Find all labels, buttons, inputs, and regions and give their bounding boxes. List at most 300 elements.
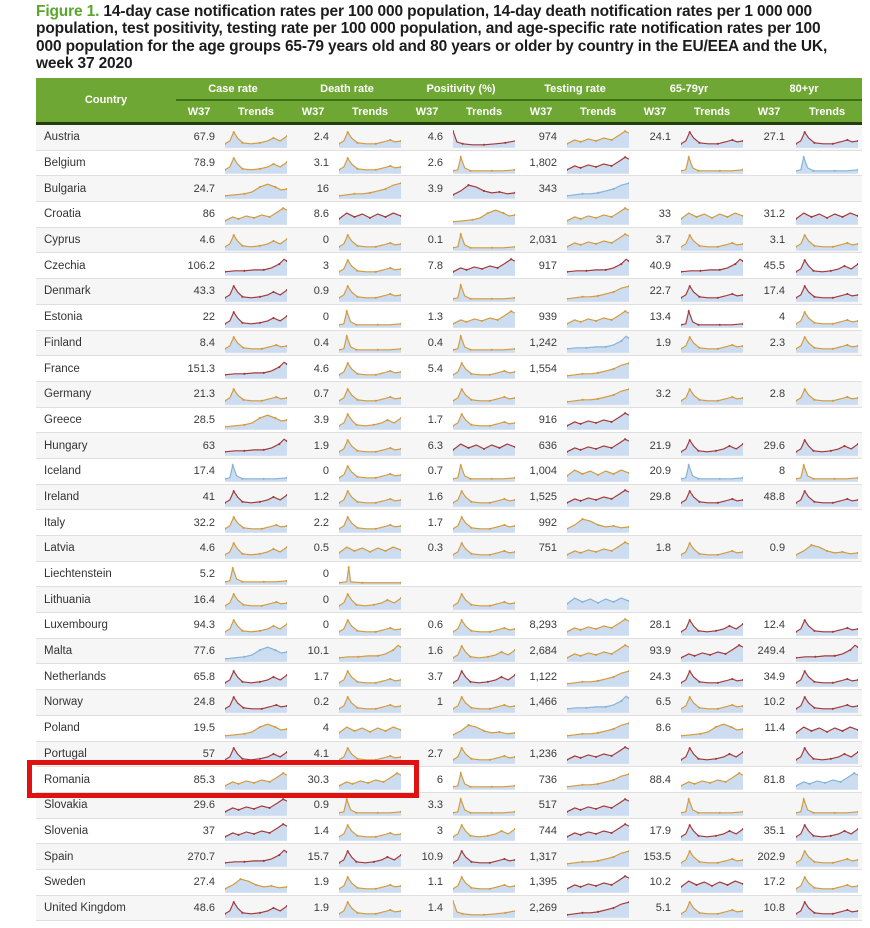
w37-value-cell: 1.9 bbox=[290, 869, 336, 895]
trend-cell bbox=[678, 690, 746, 716]
table-row bbox=[36, 741, 862, 767]
trend-sparkline bbox=[567, 539, 629, 559]
trend-sparkline bbox=[567, 821, 629, 841]
w37-value-cell: 1.6 bbox=[404, 638, 450, 664]
trend-sparkline bbox=[796, 770, 858, 790]
w37-value-cell: 3.3 bbox=[404, 792, 450, 818]
trend-cell bbox=[564, 741, 632, 767]
trend-sparkline bbox=[453, 308, 515, 328]
w37-value-cell: 1.6 bbox=[404, 484, 450, 510]
table-row bbox=[36, 638, 862, 664]
country-cell: Norway bbox=[36, 690, 176, 716]
trend-cell bbox=[450, 715, 518, 741]
trend-sparkline bbox=[339, 770, 401, 790]
trend-cell bbox=[792, 253, 862, 279]
w37-value-cell: 7.8 bbox=[404, 253, 450, 279]
subheader-trends: Trends bbox=[792, 100, 862, 124]
w37-value-cell bbox=[404, 561, 450, 587]
trend-sparkline bbox=[796, 642, 858, 662]
w37-value-cell: 16.4 bbox=[176, 587, 222, 613]
trend-cell bbox=[222, 792, 290, 818]
trend-cell bbox=[792, 124, 862, 151]
trend-sparkline bbox=[453, 436, 515, 456]
trend-sparkline bbox=[567, 719, 629, 739]
trend-sparkline bbox=[453, 796, 515, 816]
w37-value-cell: 1,525 bbox=[518, 484, 564, 510]
trend-cell bbox=[222, 356, 290, 382]
trend-sparkline bbox=[567, 462, 629, 482]
trend-sparkline bbox=[225, 359, 287, 379]
trend-cell bbox=[564, 510, 632, 536]
w37-value-cell: 29.6 bbox=[176, 792, 222, 818]
country-cell: Slovakia bbox=[36, 792, 176, 818]
trend-sparkline bbox=[681, 667, 743, 687]
country-cell: United Kingdom bbox=[36, 895, 176, 921]
country-cell: Romania bbox=[36, 767, 176, 793]
w37-value-cell: 0 bbox=[290, 587, 336, 613]
trend-sparkline bbox=[796, 616, 858, 636]
trend-sparkline bbox=[225, 205, 287, 225]
w37-value-cell: 3 bbox=[290, 253, 336, 279]
w37-value-cell bbox=[404, 202, 450, 228]
trend-sparkline bbox=[567, 898, 629, 918]
w37-value-cell: 88.4 bbox=[632, 767, 678, 793]
trend-sparkline bbox=[681, 719, 743, 739]
w37-value-cell: 0.3 bbox=[404, 536, 450, 562]
trend-cell bbox=[678, 715, 746, 741]
trend-sparkline bbox=[453, 359, 515, 379]
trend-sparkline bbox=[796, 333, 858, 353]
trend-sparkline bbox=[453, 642, 515, 662]
trend-cell bbox=[336, 124, 404, 151]
trend-sparkline bbox=[339, 333, 401, 353]
trend-cell bbox=[336, 869, 404, 895]
trend-cell bbox=[564, 664, 632, 690]
trend-sparkline bbox=[681, 539, 743, 559]
w37-value-cell: 10.8 bbox=[746, 895, 792, 921]
w37-value-cell: 8 bbox=[746, 458, 792, 484]
w37-value-cell: 106.2 bbox=[176, 253, 222, 279]
trend-sparkline bbox=[796, 693, 858, 713]
trend-sparkline bbox=[453, 179, 515, 199]
w37-value-cell: 48.6 bbox=[176, 895, 222, 921]
trend-cell bbox=[792, 330, 862, 356]
country-cell: Iceland bbox=[36, 458, 176, 484]
trend-sparkline bbox=[796, 436, 858, 456]
w37-value-cell: 8.6 bbox=[290, 202, 336, 228]
notification-rates-table bbox=[36, 78, 862, 921]
w37-value-cell: 27.1 bbox=[746, 124, 792, 151]
trend-cell bbox=[450, 895, 518, 921]
trend-cell bbox=[792, 741, 862, 767]
subheader-w37: W37 bbox=[176, 100, 222, 124]
w37-value-cell: 153.5 bbox=[632, 844, 678, 870]
trend-sparkline bbox=[567, 256, 629, 276]
trend-sparkline bbox=[339, 667, 401, 687]
trend-cell bbox=[564, 381, 632, 407]
w37-value-cell: 13.4 bbox=[632, 304, 678, 330]
table-header bbox=[36, 78, 862, 124]
column-group-case-rate: Case rate bbox=[176, 78, 290, 100]
w37-value-cell: 1 bbox=[404, 690, 450, 716]
trend-sparkline bbox=[225, 333, 287, 353]
trend-cell bbox=[336, 202, 404, 228]
w37-value-cell: 33 bbox=[632, 202, 678, 228]
trend-cell bbox=[678, 587, 746, 613]
trend-cell bbox=[222, 715, 290, 741]
trend-sparkline bbox=[567, 231, 629, 251]
figure-title-text: 14-day case notification rates per 100 000 population, 14-day death notification rates per 1 000 000 population, test positivity, testing rate per 100 000 population, and age-specific rate notification rates per 100 000 population for the age groups 65-79 years old and 80 years or older by country in the EU/EEA and the UK, week 37 2020 bbox=[36, 3, 828, 72]
table-row bbox=[36, 715, 862, 741]
w37-value-cell: 151.3 bbox=[176, 356, 222, 382]
trend-cell bbox=[564, 407, 632, 433]
trend-sparkline bbox=[225, 744, 287, 764]
w37-value-cell: 1.3 bbox=[404, 304, 450, 330]
table-row bbox=[36, 407, 862, 433]
w37-value-cell: 0.1 bbox=[404, 227, 450, 253]
trend-cell bbox=[792, 844, 862, 870]
trend-cell bbox=[564, 330, 632, 356]
w37-value-cell: 1.8 bbox=[632, 536, 678, 562]
trend-sparkline bbox=[225, 847, 287, 867]
w37-value-cell: 249.4 bbox=[746, 638, 792, 664]
w37-value-cell: 3.7 bbox=[632, 227, 678, 253]
trend-cell bbox=[792, 304, 862, 330]
trend-sparkline bbox=[567, 385, 629, 405]
trend-cell bbox=[450, 613, 518, 639]
trend-cell bbox=[564, 638, 632, 664]
w37-value-cell bbox=[518, 279, 564, 305]
w37-value-cell: 1.9 bbox=[632, 330, 678, 356]
trend-sparkline bbox=[681, 642, 743, 662]
w37-value-cell: 94.3 bbox=[176, 613, 222, 639]
trend-sparkline bbox=[225, 616, 287, 636]
w37-value-cell: 4.6 bbox=[176, 536, 222, 562]
trend-cell bbox=[336, 638, 404, 664]
trend-cell bbox=[792, 561, 862, 587]
trend-cell bbox=[792, 227, 862, 253]
w37-value-cell: 8,293 bbox=[518, 613, 564, 639]
w37-value-cell: 2.2 bbox=[290, 510, 336, 536]
trend-cell bbox=[678, 844, 746, 870]
trend-cell bbox=[564, 818, 632, 844]
w37-value-cell: 1,122 bbox=[518, 664, 564, 690]
trend-cell bbox=[450, 741, 518, 767]
trend-sparkline bbox=[567, 770, 629, 790]
w37-value-cell: 27.4 bbox=[176, 869, 222, 895]
w37-value-cell: 6 bbox=[404, 767, 450, 793]
w37-value-cell bbox=[746, 792, 792, 818]
trend-cell bbox=[564, 587, 632, 613]
w37-value-cell: 4 bbox=[746, 304, 792, 330]
w37-value-cell: 1,242 bbox=[518, 330, 564, 356]
w37-value-cell: 6.5 bbox=[632, 690, 678, 716]
trend-sparkline bbox=[339, 205, 401, 225]
trend-sparkline bbox=[681, 231, 743, 251]
trend-sparkline bbox=[339, 565, 401, 585]
trend-cell bbox=[792, 613, 862, 639]
w37-value-cell: 1.7 bbox=[404, 510, 450, 536]
trend-sparkline bbox=[796, 898, 858, 918]
trend-cell bbox=[678, 433, 746, 459]
subheader-w37: W37 bbox=[290, 100, 336, 124]
trend-cell bbox=[564, 844, 632, 870]
trend-cell bbox=[678, 150, 746, 176]
trend-cell bbox=[678, 664, 746, 690]
table-row bbox=[36, 124, 862, 151]
trend-cell bbox=[792, 664, 862, 690]
w37-value-cell bbox=[746, 587, 792, 613]
trend-cell bbox=[336, 895, 404, 921]
trend-cell bbox=[222, 510, 290, 536]
trend-sparkline bbox=[453, 128, 515, 148]
w37-value-cell: 0 bbox=[290, 613, 336, 639]
w37-value-cell: 12.4 bbox=[746, 613, 792, 639]
w37-value-cell: 1.4 bbox=[404, 895, 450, 921]
trend-sparkline bbox=[339, 179, 401, 199]
w37-value-cell: 8.4 bbox=[176, 330, 222, 356]
trend-cell bbox=[564, 536, 632, 562]
w37-value-cell: 202.9 bbox=[746, 844, 792, 870]
trend-sparkline bbox=[681, 462, 743, 482]
table-row bbox=[36, 587, 862, 613]
column-group-65-79yr: 65-79yr bbox=[632, 78, 746, 100]
w37-value-cell: 81.8 bbox=[746, 767, 792, 793]
trend-sparkline bbox=[796, 873, 858, 893]
trend-cell bbox=[336, 304, 404, 330]
trend-sparkline bbox=[339, 128, 401, 148]
trend-cell bbox=[450, 561, 518, 587]
trend-cell bbox=[450, 381, 518, 407]
trend-sparkline bbox=[453, 770, 515, 790]
trend-sparkline bbox=[453, 282, 515, 302]
trend-cell bbox=[450, 279, 518, 305]
w37-value-cell: 19.5 bbox=[176, 715, 222, 741]
trend-cell bbox=[450, 304, 518, 330]
trend-sparkline bbox=[225, 590, 287, 610]
trend-cell bbox=[678, 869, 746, 895]
w37-value-cell: 1,004 bbox=[518, 458, 564, 484]
trend-cell bbox=[564, 433, 632, 459]
trend-cell bbox=[450, 664, 518, 690]
trend-sparkline bbox=[225, 308, 287, 328]
trend-cell bbox=[678, 536, 746, 562]
w37-value-cell: 1,466 bbox=[518, 690, 564, 716]
trend-sparkline bbox=[339, 410, 401, 430]
w37-value-cell: 1.9 bbox=[290, 895, 336, 921]
w37-value-cell: 636 bbox=[518, 433, 564, 459]
w37-value-cell: 1,395 bbox=[518, 869, 564, 895]
w37-value-cell: 270.7 bbox=[176, 844, 222, 870]
trend-cell bbox=[222, 664, 290, 690]
trend-cell bbox=[678, 741, 746, 767]
trend-cell bbox=[336, 356, 404, 382]
trend-cell bbox=[792, 407, 862, 433]
trend-cell bbox=[678, 407, 746, 433]
w37-value-cell: 35.1 bbox=[746, 818, 792, 844]
w37-value-cell: 3.7 bbox=[404, 664, 450, 690]
trend-sparkline bbox=[681, 308, 743, 328]
trend-cell bbox=[564, 792, 632, 818]
w37-value-cell: 343 bbox=[518, 176, 564, 202]
trend-sparkline bbox=[567, 436, 629, 456]
trend-sparkline bbox=[796, 308, 858, 328]
trend-cell bbox=[678, 484, 746, 510]
w37-value-cell bbox=[518, 381, 564, 407]
trend-cell bbox=[792, 869, 862, 895]
w37-value-cell bbox=[404, 279, 450, 305]
country-cell: Estonia bbox=[36, 304, 176, 330]
trend-cell bbox=[450, 767, 518, 793]
trend-sparkline bbox=[681, 821, 743, 841]
table-row bbox=[36, 304, 862, 330]
trend-sparkline bbox=[225, 231, 287, 251]
country-cell: Liechtenstein bbox=[36, 561, 176, 587]
trend-cell bbox=[564, 484, 632, 510]
trend-cell bbox=[792, 176, 862, 202]
w37-value-cell: 0.6 bbox=[404, 613, 450, 639]
trend-sparkline bbox=[225, 719, 287, 739]
trend-sparkline bbox=[796, 231, 858, 251]
trend-sparkline bbox=[453, 513, 515, 533]
country-cell: Czechia bbox=[36, 253, 176, 279]
trend-cell bbox=[336, 279, 404, 305]
trend-cell bbox=[450, 356, 518, 382]
trend-cell bbox=[564, 356, 632, 382]
subheader-trends: Trends bbox=[450, 100, 518, 124]
column-group-death-rate: Death rate bbox=[290, 78, 404, 100]
trend-cell bbox=[678, 613, 746, 639]
table-row bbox=[36, 279, 862, 305]
trend-sparkline bbox=[567, 847, 629, 867]
trend-sparkline bbox=[225, 256, 287, 276]
table-row bbox=[36, 792, 862, 818]
w37-value-cell: 0.7 bbox=[290, 381, 336, 407]
trend-sparkline bbox=[567, 282, 629, 302]
trend-cell bbox=[222, 741, 290, 767]
w37-value-cell bbox=[746, 407, 792, 433]
trend-cell bbox=[450, 227, 518, 253]
w37-value-cell: 24.1 bbox=[632, 124, 678, 151]
trend-cell bbox=[678, 202, 746, 228]
trend-cell bbox=[336, 792, 404, 818]
trend-cell bbox=[222, 638, 290, 664]
w37-value-cell: 32.2 bbox=[176, 510, 222, 536]
w37-value-cell: 1,554 bbox=[518, 356, 564, 382]
trend-sparkline bbox=[681, 436, 743, 456]
trend-sparkline bbox=[225, 436, 287, 456]
trend-sparkline bbox=[453, 847, 515, 867]
w37-value-cell: 65.8 bbox=[176, 664, 222, 690]
w37-value-cell: 21.9 bbox=[632, 433, 678, 459]
table-row bbox=[36, 227, 862, 253]
w37-value-cell: 3.2 bbox=[632, 381, 678, 407]
country-cell: Luxembourg bbox=[36, 613, 176, 639]
w37-value-cell bbox=[632, 741, 678, 767]
trend-cell bbox=[564, 124, 632, 151]
w37-value-cell: 28.1 bbox=[632, 613, 678, 639]
trend-sparkline bbox=[339, 590, 401, 610]
trend-sparkline bbox=[453, 539, 515, 559]
trend-cell bbox=[336, 613, 404, 639]
trend-cell bbox=[792, 715, 862, 741]
trend-cell bbox=[336, 715, 404, 741]
trend-cell bbox=[222, 253, 290, 279]
w37-value-cell bbox=[518, 587, 564, 613]
country-cell: Spain bbox=[36, 844, 176, 870]
country-cell: Ireland bbox=[36, 484, 176, 510]
trend-cell bbox=[564, 869, 632, 895]
w37-value-cell: 31.2 bbox=[746, 202, 792, 228]
table-row-highlighted bbox=[36, 767, 862, 793]
trend-sparkline bbox=[796, 205, 858, 225]
w37-value-cell: 2.8 bbox=[746, 381, 792, 407]
w37-value-cell: 17.4 bbox=[746, 279, 792, 305]
subheader-w37: W37 bbox=[746, 100, 792, 124]
trend-cell bbox=[336, 664, 404, 690]
trend-cell bbox=[678, 458, 746, 484]
trend-cell bbox=[222, 124, 290, 151]
trend-cell bbox=[336, 381, 404, 407]
w37-value-cell: 15.7 bbox=[290, 844, 336, 870]
w37-value-cell: 3.1 bbox=[746, 227, 792, 253]
trend-sparkline bbox=[339, 487, 401, 507]
trend-sparkline bbox=[225, 565, 287, 585]
trend-cell bbox=[792, 458, 862, 484]
w37-value-cell: 40.9 bbox=[632, 253, 678, 279]
trend-sparkline bbox=[225, 128, 287, 148]
trend-cell bbox=[222, 330, 290, 356]
trend-cell bbox=[564, 561, 632, 587]
trend-sparkline bbox=[681, 847, 743, 867]
w37-value-cell: 0 bbox=[290, 458, 336, 484]
w37-value-cell bbox=[404, 715, 450, 741]
country-cell: Finland bbox=[36, 330, 176, 356]
table-row bbox=[36, 613, 862, 639]
trend-sparkline bbox=[681, 873, 743, 893]
w37-value-cell bbox=[632, 150, 678, 176]
w37-value-cell: 10.2 bbox=[632, 869, 678, 895]
w37-value-cell: 0.9 bbox=[746, 536, 792, 562]
trend-cell bbox=[222, 150, 290, 176]
trend-cell bbox=[222, 381, 290, 407]
country-cell: Greece bbox=[36, 407, 176, 433]
country-cell: Denmark bbox=[36, 279, 176, 305]
trend-sparkline bbox=[796, 539, 858, 559]
trend-cell bbox=[450, 690, 518, 716]
trend-cell bbox=[450, 792, 518, 818]
trend-sparkline bbox=[681, 282, 743, 302]
w37-value-cell: 4.6 bbox=[404, 124, 450, 151]
trend-cell bbox=[792, 792, 862, 818]
subheader-trends: Trends bbox=[564, 100, 632, 124]
country-cell: Lithuania bbox=[36, 587, 176, 613]
w37-value-cell: 10.9 bbox=[404, 844, 450, 870]
w37-value-cell bbox=[518, 202, 564, 228]
trend-sparkline bbox=[453, 256, 515, 276]
w37-value-cell bbox=[518, 715, 564, 741]
w37-value-cell: 939 bbox=[518, 304, 564, 330]
trend-cell bbox=[564, 176, 632, 202]
trend-sparkline bbox=[225, 539, 287, 559]
trend-cell bbox=[336, 690, 404, 716]
trend-cell bbox=[678, 767, 746, 793]
trend-sparkline bbox=[453, 385, 515, 405]
trend-sparkline bbox=[796, 385, 858, 405]
country-cell: Germany bbox=[36, 381, 176, 407]
trend-sparkline bbox=[453, 410, 515, 430]
trend-cell bbox=[450, 536, 518, 562]
